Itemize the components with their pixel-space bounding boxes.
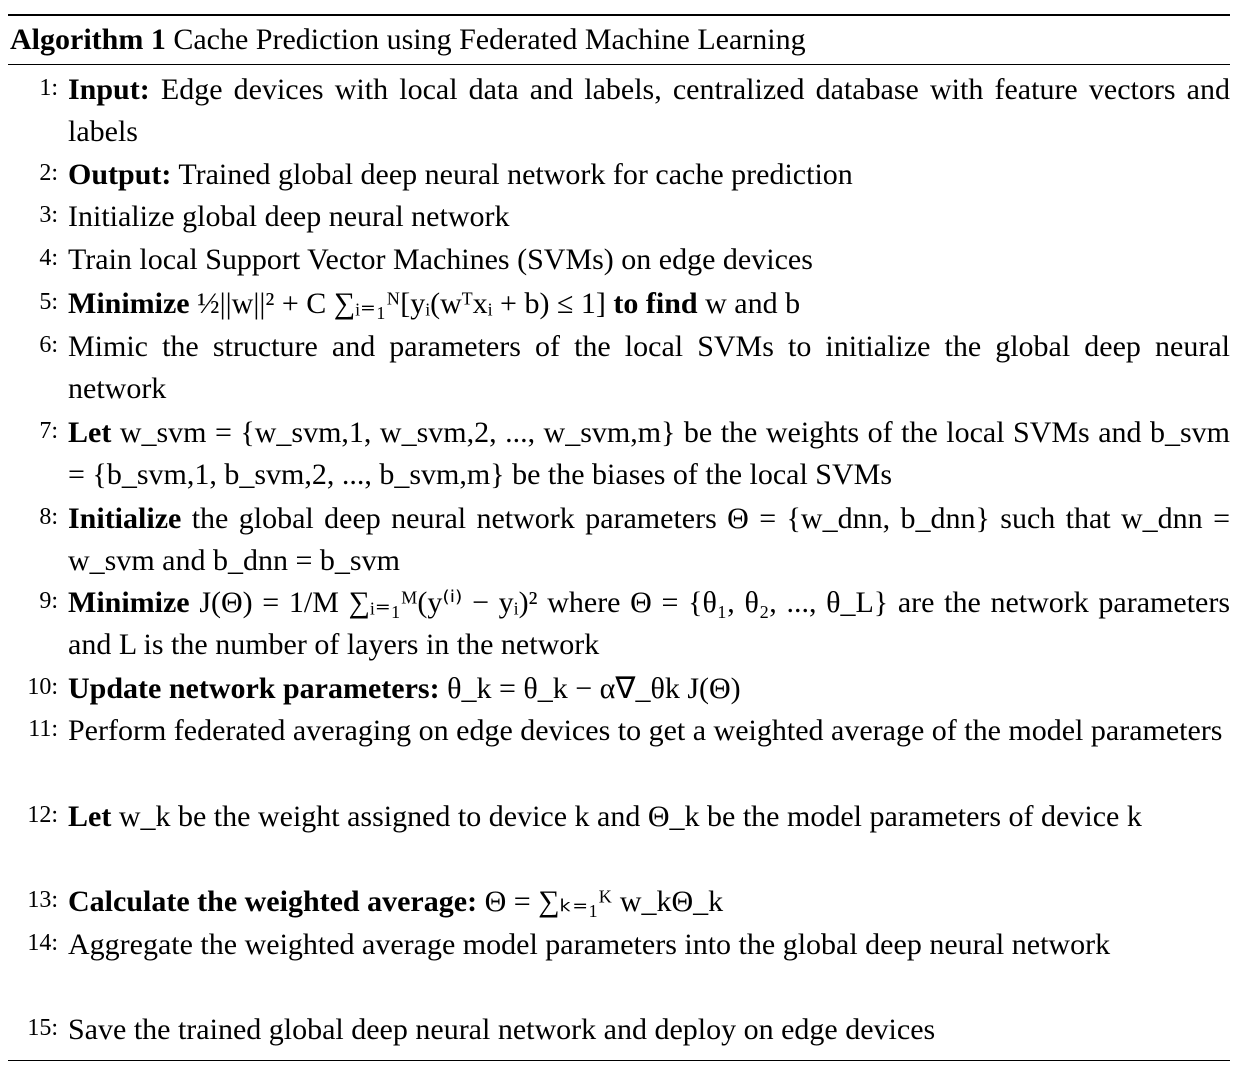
step-number: 12: [27, 802, 58, 828]
step-text: Mimic the structure and parameters of the local SVMs to initialize the global deep neural network [68, 330, 1230, 405]
step-text: Save the trained global deep neural network and deploy on edge devices [68, 1013, 936, 1046]
step-number: 15: [27, 1015, 58, 1041]
algorithm-block [8, 14, 1231, 1046]
step-text: Train local Support Vector Machines (SVMs) on edge devices [68, 243, 813, 276]
algorithm-label: Algorithm 1 [10, 23, 166, 56]
step-text: Update network parameters: θ_k = θ_k − α∇_θk J(Θ) [68, 672, 741, 705]
step-number: 8: [39, 504, 58, 530]
step-text: Initialize global deep neural network [68, 200, 510, 233]
step-number: 6: [39, 332, 58, 358]
bottom-rule [8, 1060, 1230, 1061]
step-text: Minimize J(Θ) = 1/M ∑ᵢ₌₁ᴹ(y⁽ⁱ⁾ − yᵢ)² where Θ = {θ₁, θ₂, ..., θ_L} are the network parameters and L is the number of layers in the network [68, 586, 1231, 661]
step-text: Initialize the global deep neural network parameters Θ = {w_dnn, b_dnn} such that w_dnn = w_svm and b_dnn = b_svm [68, 502, 1230, 577]
step-number: 3: [39, 202, 58, 228]
step-text: Aggregate the weighted average model parameters into the global deep neural network [68, 928, 1111, 961]
step-number: 5: [39, 289, 58, 315]
step-text: Output: Trained global deep neural network for cache prediction [68, 158, 853, 191]
step-number: 10: [27, 674, 58, 700]
step-number: 14: [27, 930, 58, 956]
step-number: 13: [27, 887, 58, 913]
header-rule [8, 64, 1230, 65]
step-text: Perform federated averaging on edge devices to get a weighted average of the model parameters [68, 714, 1223, 747]
step-number: 2: [39, 160, 58, 186]
step-number: 11: [28, 716, 58, 742]
svm-objective-formula: ½||w||² + C ∑ᵢ₌₁ᴺ[yᵢ(wᵀxᵢ + b) ≤ 1] [197, 287, 606, 320]
step-text: Let w_svm = {w_svm,1, w_svm,2, ..., w_svm,m} be the weights of the local SVMs and b_svm = {b_svm,1, b_svm,2, ..., b_svm,m} be the biases of the local SVMs [68, 416, 1231, 491]
step-text: Input: Edge devices with local data and labels, centralized database with feature vectors and labels [68, 73, 1230, 148]
step-number: 1: [39, 75, 58, 101]
algorithm-title: Cache Prediction using Federated Machine Learning [173, 23, 806, 56]
step-text: Let w_k be the weight assigned to device k and Θ_k be the model parameters of device k [68, 800, 1142, 833]
step-number: 9: [39, 588, 58, 614]
step-text: Minimize ½||w||² + C ∑ᵢ₌₁ᴺ[yᵢ(wᵀxᵢ + b) ≤ 1] to find w and b [68, 287, 801, 320]
step-number: 7: [39, 418, 58, 444]
step-text: Calculate the weighted average: Θ = ∑ₖ₌₁ᴷ w_kΘ_k [68, 885, 724, 918]
algorithm-header [8, 16, 1230, 64]
step-number: 4: [39, 245, 58, 271]
